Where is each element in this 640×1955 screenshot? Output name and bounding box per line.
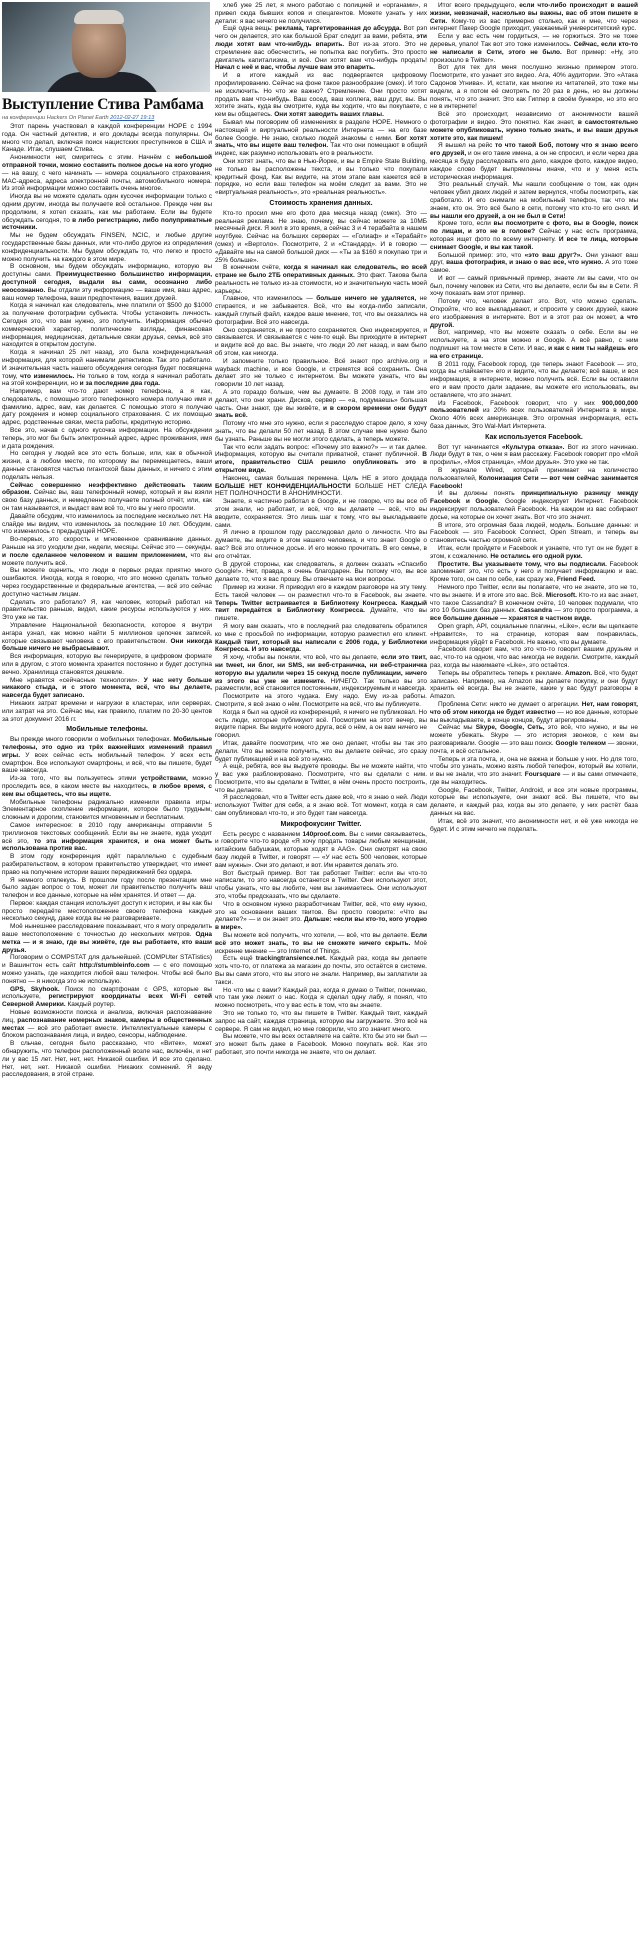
paragraph xyxy=(215,529,427,560)
emphasis-text: Foursquare xyxy=(524,771,561,779)
paragraph xyxy=(215,1033,427,1056)
paragraph-text: Кому-то из вас примерно столько, как и мне, что через интернет Пакер Google приходит, уважаемый университетский курс. xyxy=(430,17,638,33)
paragraph xyxy=(2,653,212,676)
paragraph-text: Посмотрите на этого чудака. Ему надо. Ему из-за работы. Смотрите, я всё знаю о нём. Посмотрите на всё, что вы публикуете. xyxy=(215,693,427,708)
paragraph xyxy=(430,298,638,329)
paragraph-text: Сейчас мы xyxy=(438,724,476,732)
paragraph-text: Но что мы с вами? Каждый раз, когда я думаю о Twitter, понимаю, что там уже лежит о нас. Когда я сделал одну лабу, я понял, что можно посмотреть, что у вас есть в том, что вы знаете. xyxy=(215,986,427,1010)
paragraph xyxy=(215,955,427,986)
paragraph xyxy=(2,482,212,513)
column-2-text xyxy=(215,2,427,1057)
emphasis-text: в либо регистрацию, либо полуприватные источники. xyxy=(2,216,212,232)
paragraph xyxy=(215,475,427,498)
emphasis-text: Начал с неё и вас, чтобы лучше вам это впарить. xyxy=(215,64,375,72)
paragraph xyxy=(215,763,427,794)
emphasis-text: устройствами, xyxy=(140,775,188,783)
paragraph-text: Мобильные телефоны радикально изменили правила игры. Элементарное скопление информации, которое было трудным, сложным и дорогим, становится мгновенным и бесплатным. xyxy=(2,798,212,822)
emphasis-text: Теперь Twitter встраивается в Библиотеку Конгресса. Каждый твит передаётся в Библиотеку Конгресса. xyxy=(215,599,427,615)
paragraph-text: Это реальный случай. Мы нашли сообщение о том, как один человек убил двоих людей и затем вернулся, чтобы посмотреть, как сработало. И его снимали на мобильный телефон, так что мы знаем, кто он. Это всё было в сети, потому что кто-то его снял. xyxy=(430,181,638,212)
paragraph-text: Моё искренне мнение — это Internet of Things. xyxy=(215,939,427,955)
paragraph xyxy=(2,700,212,723)
paragraph-text: Итог всего предыдущего, xyxy=(438,2,520,9)
paragraph xyxy=(215,693,427,709)
section-heading: Микрофокусинг Twitter. xyxy=(280,820,362,828)
paragraph-text: Давайте обсудим, что изменилось за последние несколько лет. На слайде мы видим, что изменилось за последние 10 лет. Обсудим, что изменилось с предыдущей HOPE. xyxy=(2,512,212,536)
paragraph xyxy=(215,623,427,654)
paragraph-text: Во-первых, это скорость и мгновенное сравнивание данных. Раньше на это уходили дни, недели, месяцы. Сейчас это — секунды, xyxy=(2,536,212,552)
emphasis-text: Мобильные телефоны, это одно из трёх важнейших изменений правил игры. xyxy=(2,736,212,759)
emphasis-text: Не остались его одной руки. xyxy=(490,552,583,560)
paragraph-text: Из Facebook, Facebook говорит, что у них xyxy=(438,399,602,407)
paragraph-text: Вы можете, что вы всех оставляете на сайте. Кто бы это ни был — это может быть даже в Facebook. Можно покупать всё. Как это работает, это почти никогда не знаете, что он делает. xyxy=(215,1033,427,1056)
paragraph-text: Теперь и эта почта, и, она не важна и больше у них. Но для того, чтобы это узнать, можно взять любой телефон, который вы хотели, и вы не знали, что это значит. xyxy=(430,755,638,779)
emphasis-text: Колонизация Сети — вот чем сейчас занимается Facebook! xyxy=(430,474,638,490)
paragraph-text: Facebook запоминает это, что есть у него и получает информацию и вас. Кроме того, он сам по себе, как сразу же, xyxy=(430,560,638,584)
paragraph-text: — на вашу, с чего начинать — номера социального страхования, MAC-адреса, адреса электронной почты, автомобильного номера. Из этой информации можно составить очень многое. xyxy=(2,169,212,193)
paragraph-text: В основном, мы будем обсуждать информацию, которую вы доступны сами. xyxy=(2,263,212,279)
paragraph-text: Моё нынешнее расследование показывает, что я могу определить ваше местоположение с точностью до нескольких метров. xyxy=(2,923,212,939)
paragraph xyxy=(2,799,212,822)
paragraph xyxy=(430,111,638,142)
paragraph xyxy=(2,427,212,450)
emphasis-text: и как с ним ты найдешь его на его странице. xyxy=(430,345,638,360)
paragraph-text: А это гораздо больше, чем вы думаете. В 2008 году, и там это делают, что они храни. Дисков, сервер — «а, подумаешь» большая часть. Они знают, где вы живёте, xyxy=(215,389,427,412)
paragraph-text: Сейчас у нас есть программа, которая ищет фото по всему интернету. xyxy=(430,228,638,243)
section-heading: Мобильные телефоны. xyxy=(66,726,148,734)
paragraph xyxy=(430,361,638,400)
paragraph-text: А это тоже самое. xyxy=(430,259,638,275)
paragraph xyxy=(2,853,212,876)
paragraph-text: Анонимности нет, смиритесь с этим. Начнём с xyxy=(10,154,176,162)
emphasis-text: распознавание номерных знаков, камеры в общественных местах xyxy=(2,1016,212,1032)
paragraph-text: Так что если задать вопрос: «Почему это важно?» — и так далее. Информация, которую вы считали приватной, станет публичной. xyxy=(215,443,427,459)
paragraph xyxy=(215,654,427,693)
emphasis-text: эти люди хотят вам что-нибудь впарить. xyxy=(215,33,427,48)
paragraph xyxy=(430,275,638,298)
section-heading: Стоимость хранения данных. xyxy=(269,199,373,207)
paragraph xyxy=(215,498,427,529)
article-byline: на конференции Hackers On Planet Earth xyxy=(2,115,109,121)
emphasis-text: Простите. Вы указываете тому, что вы подписали. xyxy=(438,560,607,568)
paragraph xyxy=(215,584,427,623)
paragraph xyxy=(215,2,427,25)
paragraph-text: хлеб уже 25 лет, я много работаю с полицией и «органами», я привел сюда бывших копов и спецагентов. Можете узнать у них детали: я вас ничего не получился. xyxy=(215,2,427,25)
paragraph-text: Ещё одна вещь: xyxy=(223,25,275,33)
paragraph-text: Так что они помещают в общий индекс, как разумно использовать его в реальности. xyxy=(215,142,427,158)
column-3-text xyxy=(430,2,638,833)
paragraph-text: Пример из жизни. Я приводил его в каждом разговоре на эту тему. Есть такой человек — он разместил что-то в Facebook, вы знаете. xyxy=(215,583,427,599)
paragraph-text: Иногда вы не можете сделать один кусочек информации только с одним другим, иногда вы получаете всё остальное. Прежде чем вы продолжим, я хотел сказать, как мы работаем. Если вы будете обсуждать сегодня, то xyxy=(2,193,212,224)
paragraph-text: Google, Facebook, Twitter, Android, и все эти новые программы, которые вы используете, они знают всё. Вы пишете, что вы делаете, и каждый раз, когда вы это делаете, у них растёт база данных на вас. xyxy=(430,786,638,818)
paragraph-text: Вы прежде много говорили о мобильных телефонах. xyxy=(10,736,174,744)
paragraph xyxy=(2,599,212,622)
emphasis-text: Преимущественно большинство информации, доступной сегодня, выдали вы сами, осознанно либо неосознанно. xyxy=(2,271,212,294)
emphasis-text: http://stumbleinfo.com xyxy=(79,962,150,970)
paragraph-text: Я могу вам сказать, что в последний раз следователь обратился ко мне с просьбой по информации, которую разместил его клиент. xyxy=(215,622,427,638)
paragraph-text: Когда я начинал как следователь, мне платили от $500 до $1000 за получение фотографии субъекта. Чтобы установить личность. Сегодня это, что вам нужно, это получить. Информация обычно коммерческий характер, политические взгляды, финансовая информация, медицинская, детальные связи друзья, семья, всё это находится в открытом доступе. xyxy=(2,302,212,349)
paragraph-text: Большой пример: это, что xyxy=(438,251,525,259)
paragraph xyxy=(2,536,212,567)
emphasis-text: В итоге, правительство США решило опубликовать это в открытом виде. xyxy=(215,451,427,475)
emphasis-text: Они никогда больше ничего не выбрасывают. xyxy=(2,637,212,653)
paragraph-text: Все это, начав с одного кусочка информации. На обсуждении теперь, это мог бы быть электронный адрес, адрес проживания, имя и дата рождения. xyxy=(2,427,212,450)
paragraph xyxy=(430,787,638,818)
paragraph-text: это всё, что нужно, и вы не можете убежать. Skype — это история звонков, с кем вы разговаривали. Google — это ваш поиск. xyxy=(430,724,638,747)
emphasis-text: и за последние два года. xyxy=(79,380,161,388)
paragraph-text: Кроме того, если xyxy=(438,220,494,228)
emphasis-text: когда я начинал как следователь, во всей стране не было 2ТБ оперативных данных. xyxy=(215,264,427,280)
paragraph-text: И в итоге каждый из вас подвергается цифровому профилированию. Сейчас на фоне такое разнообразие (смех). И того не исключить. Но что же важно? Стремление. Они просто хотят продать вам что-нибудь. Ваш сосед, ваш коллега, ваш друг, вы. Вы хотите знать, куда вы смотрите, куда вы ходите, что вы покупаете, с кем вы общаетесь. xyxy=(215,72,427,119)
emphasis-text: БОЛЬШЕ НЕТ КОНФИДЕНЦИАЛЬНОСТИ xyxy=(215,482,351,490)
paragraph-text: Немного про Twitter, если вы полагаете, что не знаете, это не то, что вы знаете. И в итоге это вас. Всё. xyxy=(430,583,638,599)
emphasis-text: реклама, таргетированная до абсурда. xyxy=(274,25,402,33)
paragraph xyxy=(2,302,212,349)
paragraph-text: Каждый роутер. xyxy=(65,1001,116,1009)
paragraph-text: В конечном счёте, xyxy=(223,264,284,272)
emphasis-text: Friend Feed. xyxy=(556,576,596,584)
paragraph-text: Не только в том, когда я начинал работать на этой конференции, но xyxy=(2,372,212,388)
paragraph xyxy=(215,420,427,443)
paragraph-text: Сейчас вы, ваш телефонный номер, который и вы взяли свою базу данных, и немедленно получаете полный отчёт, или, как он там называется, и выдаст вам всё то, что вы у него просили. xyxy=(2,489,212,513)
paragraph xyxy=(2,232,212,263)
paragraph-text: БОЛЬШЕ НЕТ СЛЕДА НЕТ ПОЛНОЧНОСТИ В АНОНИМНОСТИ. xyxy=(215,482,427,498)
paragraph xyxy=(2,923,212,954)
paragraph xyxy=(215,901,427,932)
paragraph xyxy=(430,142,638,181)
paragraph-text: Вот пример: «Ну, это произошло в Twitter». xyxy=(430,48,638,64)
paragraph-text: — с его помощью можно узнать, где находится любой ваш телефон. Чтобы всё было понятно — я никогда это не использую. xyxy=(2,962,212,985)
paragraph xyxy=(2,567,212,598)
paragraph-text: Они узнают ваш друг, xyxy=(430,251,638,267)
article-date-link[interactable]: 2012-02-27 19:13 xyxy=(110,115,155,121)
paragraph-text: — но все данные, которые вы выкладываете, в конце концов, будут агрегированы. xyxy=(430,708,638,724)
emphasis-text: И вы нашли его друзей, а он не был в Сети! xyxy=(430,204,638,220)
emphasis-text: Google телеком xyxy=(555,739,606,747)
paragraph xyxy=(430,181,638,220)
paragraph-text: Вот для тех для меня послушно жизнью примером этого. Посмотрите, кто узнает это видео. Ага, 40% аудитории. Это «Атака Садонов Угнива». И, кстати, как многие из читателей, это тоже мы видели, а я потом её смотреть по 20 раз в день, но вы должны понять, что это значит. Это как Гиппер в своём бункере, но это его не в интернете! xyxy=(430,64,638,111)
paragraph-text: Мне нравятся «сейчасные технологии». xyxy=(10,676,144,684)
emphasis-text: и после сделанное человеком и вашим приложением, xyxy=(2,551,188,559)
paragraph xyxy=(215,358,427,389)
paragraph-text: И вы должны понять xyxy=(438,490,522,498)
paragraph-text: не стирается, и не забывается. Всё, что вы когда-либо записали, каждый глупый файл, каждое ваше мнение, тот, что вы оказались на фотографии. Всё это навсегда. xyxy=(215,295,427,326)
paragraph-text: Знаете, я частично работал в Google, и не говорю, что вы все об этом знали, но работает, и всё, что вы делаете — всё, что вы вводите, сохраняется. Это лишь шаг к тому, что вы выкладываете сами. xyxy=(215,498,427,529)
paragraph-text: Первое: каждая станция использует доступ к истории, и вы как бы просто передаёте местоположение своего телефона каждые несколько секунд, даже когда вы не разговариваете. xyxy=(2,899,212,923)
paragraph-text: Поговорим о COMPSTAT для дальнейшей. (COMPUter STATistics) и Вашингтон есть сайт xyxy=(2,954,212,970)
paragraph-text: Facebook говорит вам, что это что-то говорит вашим друзьям и вас, что-то на одном, что вас никогда не видели. Смотрите, каждый раз, когда вы нажимаете «Like», это остаётся. xyxy=(430,646,638,669)
paragraph-text: Вся информация, которую вы генерируете, в цифровом формате или в другом, с этого момента хранится постоянно и будет доступна вечно. Хранилища становятся дешевле. xyxy=(2,653,212,676)
paragraph-text: Кто-то из вас знает, что такое Cassandra? В конечном счёте, 10 человек подумали, что это 10 больших баз данных. xyxy=(430,591,638,615)
paragraph-text: Вот рэп чего он делается, это как большой Брат следит за вами, ребята, xyxy=(215,25,427,41)
emphasis-text: 140proof.com. xyxy=(302,830,347,838)
emphasis-text: Если всё это может знать, то вы не сможете ничего скрыть. xyxy=(215,932,427,947)
emphasis-text: И все те лица, которые снимает Google, и вы как такой. xyxy=(430,235,638,251)
paragraph xyxy=(215,72,427,119)
paragraph xyxy=(215,327,427,358)
paragraph xyxy=(430,818,638,834)
paragraph xyxy=(430,33,638,64)
paragraph-text: что вы можете получить всё. xyxy=(2,551,212,567)
paragraph-text: Из-за того, что вы пользуетесь этими xyxy=(10,775,141,783)
paragraph xyxy=(430,2,638,33)
paragraph-text: Когда я был на одной из конференций, я ничего не публиковал. Но есть люди, которые публикуют всё. Посмотрим на этот вечер, вы видите парня. Вы видите нового друга, всё о нём, а он вам ничего не говорил. xyxy=(215,708,427,740)
paragraph xyxy=(430,561,638,584)
column-1-text xyxy=(2,123,212,1079)
emphasis-text: Каждый твит, который вы написали с 2006 года, у Библиотеки Конгресса. И это навсегда. xyxy=(215,638,427,654)
paragraph-text: — это просто программа, а xyxy=(552,607,638,615)
paragraph xyxy=(2,677,212,700)
paragraph xyxy=(215,25,427,72)
paragraph xyxy=(215,740,427,763)
paragraph-text: Что в основном нужно разработчикам Twitter, всё, что ему нужно, это на основании ваших твитов. Вы просто говорите: «Что вы делаете?» — и он знает это. xyxy=(215,900,427,924)
paragraph xyxy=(430,444,638,467)
paragraph xyxy=(215,831,427,870)
paragraph xyxy=(430,646,638,669)
paragraph-text: Есть ещё xyxy=(223,955,256,963)
paragraph xyxy=(2,954,212,985)
paragraph xyxy=(215,264,427,295)
emphasis-text: Amazon. xyxy=(565,669,593,677)
paragraph xyxy=(430,252,638,275)
emphasis-text: «это ваш друг?». xyxy=(524,251,583,259)
paragraph-text: А ещё, ребята, все вы выдуете проводы. Вы не можете найти, что у вас уже разблокировано. Посмотрите, что вы сделали с ним. Посмотрите, что вы сделали в Twitter, в нём очень просто построить, что вы делаете. xyxy=(215,763,427,794)
emphasis-text: Microsoft. xyxy=(545,591,577,599)
emphasis-text: trackingtransience.net. xyxy=(255,955,327,963)
section-heading: Как используется Facebook. xyxy=(485,433,583,441)
paragraph xyxy=(2,388,212,427)
paragraph-text: Google индексирует Интернет. Facebook индексирует пользователей Facebook. На каждом из вас собирают досье, на которые он хочет знать. Вот что это значит. xyxy=(430,498,638,521)
paragraph-text: Вот быстрый пример. Вот так работает Twitter: если вы что-то написали, то это навсегда останется в Twitter. Они используют этот, чтобы узнать, что вы любите, чем вы занимаетесь. Они используют это, чтобы предсказать, что вы сделаете. xyxy=(215,869,427,901)
paragraph-text: Этот парень участвовал в каждой конференции HOPE с 1994 года. Он частный детектив, и его доклады всегда популярны. Он много что делал, включая поиск нацистских преступников в США и Канаде. Итак, слушаем Стива. xyxy=(2,123,212,154)
paragraph-text: Я лично в прошлом году расследовал дело о личности. Что вы думаете, вы видите в этом нашего человека, и что знает Google о вас? Всё это отличное досье. И его можно прочитать. В его семье, в его отчётах. xyxy=(215,529,427,560)
emphasis-text: Skype, Google, Сеть, xyxy=(475,724,545,732)
emphasis-text: Они хотят заводить ваших главы. xyxy=(274,111,384,119)
paragraph-text: Я немного отвлекусь. В прошлом году после презентации мне было задан вопрос о том, может ли правительство получить ваш телефон и все данные, которые на нём хранятся. И ответ — да. xyxy=(2,876,212,900)
paragraph-text: Оно сохраняется, и не просто сохраняется. Оно индексируется, и связывается. И связывается с чем-то ещё. Вы приходите в интернет и видите всё до вас. Вы знаете, что люди 20 лет назад, и вам было об этом, как никогда. xyxy=(215,326,427,358)
emphasis-text: если это твит, ни tweet, ни блог, ни SMS, ни веб-страничка, ни веб-страничка которую вы удалили через 15 секунд после публикации, ничего из этого вы уже не измените. xyxy=(215,654,427,685)
paragraph-text: Кто-то просил мне его фото два месяца назад (смех). Это — реальная реклама. Не знаю, почему, вы сейчас можете за 10МБ месячный диск. Я жил в это время, а сейчас 3 и 4 терабайта в нашем ноутбуке. Сейчас на больших серверах — «Голиаф» и «Терабайт» (смех) и «Вертоло». Посмотрите, 2 и «Стандард». И в говорю — «Давайте мы на самой большой диск — «Ты за $160 я покупаю три и 25% больше». xyxy=(215,209,427,264)
emphasis-text: 900,000,000 пользователей xyxy=(430,399,638,415)
paragraph-text: Сделать это работало? Я, как человек, который работал на правительство раньше, видел, какие ресурсы используются у них. Это уже не так. xyxy=(2,598,212,622)
paragraph xyxy=(430,400,638,431)
emphasis-text: GPS, Skyhook. xyxy=(10,985,60,993)
paragraph xyxy=(215,119,427,158)
article-page xyxy=(2,2,638,1953)
paragraph-text: У всех сейчас есть мобильный телефон. У всех есть смартфон. Все используют смартфоны, и всё, что вы пишете, будет ваше навсегда. xyxy=(2,751,212,775)
paragraph-text: Вот из-за этого. Это не стремление вас обесчестить, не попытка вас погубить. Это просто двигатель капитализма, и всё. Они хотят вам что-нибудь продать! xyxy=(215,40,427,64)
paragraph xyxy=(2,193,212,232)
paragraph-text: и он его такие имена, а он не спросил, и если через два месяца я буду расследовать его дело, каждое фото, каждое видео, каждое слово будет выпрямлены иначе, что и у меня есть историческая информация. xyxy=(430,150,638,181)
paragraph xyxy=(430,490,638,521)
paragraph-text: Например, вам что-то дают номер телефона, а я как, следователь, с помощью этого телефонного номера получаю имя и фамилию, адрес, вам, как делается. С помощью этого я получаю дату рождения и номер социального страхования. С их помощью адрес, родственные связи, места работы, кредитную историю. xyxy=(2,388,212,427)
emphasis-text: Нет, нам говорят, что об этом никогда не будет известно xyxy=(430,700,638,716)
emphasis-text: в любое время, с кем вы общаетесь, что вы ищете. xyxy=(2,782,212,798)
emphasis-text: небольшой отправной точки, можно составить полное досье на кого угодно xyxy=(2,154,212,169)
emphasis-text: «Культура отказа». xyxy=(501,443,565,451)
emphasis-text: Сейчас совершенно неэффективно действовать таким образом. xyxy=(2,481,212,497)
paragraph-text: Вот тут начинается xyxy=(438,443,502,451)
paragraph-text: Это не только то, что вы пишете в Twitter. Каждый твит, каждый запрос на сайт, каждая страница, которую вы загружаете. Это всё на сервере. Я сам не видел, но мне говорили, что это значит много. xyxy=(215,1010,427,1033)
column-3 xyxy=(430,2,638,1953)
emphasis-text: все большие данные — хранятся в частном виде. xyxy=(430,615,592,623)
paragraph-text: Когда я начинал 25 лет назад, это была конфиденциальная информация, для которой нанимали детективов. Так это работало. И значительная часть нашего обсуждения сегодня будет посвящена тому, xyxy=(2,349,212,380)
emphasis-text: больше ничего не удаляется, xyxy=(316,295,417,303)
paragraph-text: Управление Национальной безопасности, которое я внутри ангара узнал, как можно найти 5 миллионов цепочек записей, которые связывают человека с его правительством. xyxy=(2,622,212,645)
paragraph xyxy=(430,329,638,360)
paragraph-text: Вы можете всё получить, что хотели, — всё, что вы делаете. xyxy=(223,932,411,940)
paragraph xyxy=(215,794,427,817)
paragraph-text: Если у вас есть чем гордиться, — не горжиться. Это не тоже деревья, упало! Так вот это тоже изменилось. xyxy=(430,33,638,48)
paragraph-text: Итак, давайте посмотрим, что же оно делает, чтобы вы так это делали. Что вы можете получить, что вы делаете сейчас, это сразу будет публикацией и на всё это нужно. xyxy=(215,739,427,763)
paragraph xyxy=(215,1010,427,1033)
paragraph xyxy=(2,450,212,481)
article-title: Выступление Стива Рамбама xyxy=(2,96,204,113)
paragraph-text: Есть ресурс с названием xyxy=(223,830,303,838)
paragraph xyxy=(2,877,212,900)
paragraph xyxy=(2,822,212,853)
paragraph-text: Самое интересное: в 2010 году американцы отправили 5 триллионов текстовых сообщений. Если вы не знаете, куда уходит всё это, xyxy=(2,821,212,845)
emphasis-text: ваша фотография, и знаю о вас все, что нужно. xyxy=(446,259,604,267)
paragraph-text: В другой стороны, как следователь, я должен сказать «Спасибо Google!». Нет, правда, я очень благодарен. Вы потому что, вы все делаете то, что я вас прошу. Вы отвечаете на мои вопросы. xyxy=(215,560,427,584)
emphasis-text: У нас нету больше никакого стыда, и с этого момента, всё, что вы делаете, навсегда будет записано. xyxy=(2,676,212,700)
paragraph xyxy=(430,623,638,646)
paragraph-text: Новые возможности поиска и анализа, включая распознавание лиц, xyxy=(2,1009,212,1024)
paragraph xyxy=(2,1009,212,1040)
column-2 xyxy=(215,2,427,1953)
emphasis-text: то что такой Боб, потому что я знаю всего его друзей, xyxy=(430,142,638,158)
paragraph-text: Потому что мне это нужно, если я расследую старое дело, я хочу знать, что вы делали 50 лет назад. В этом случае мне нужно было бы узнать. Раньше вы не могли этого сделать, а теперь можете. xyxy=(215,420,427,443)
paragraph xyxy=(2,1040,212,1079)
speaker-photo xyxy=(2,2,210,92)
emphasis-text: Дальше: «если вы кто-то, кого угодно в мире». xyxy=(215,916,427,932)
paragraph-text: НИЧЕГО. Так только вы это разместили, всё становится постоянным, индексируемым и навсегда. xyxy=(215,677,427,693)
paragraph xyxy=(215,210,427,265)
paragraph xyxy=(430,545,638,561)
paragraph xyxy=(430,670,638,701)
paragraph xyxy=(2,775,212,798)
paragraph-text: В 2011 году, Facebook город, где теперь знают Facebook — это, когда вы «лайкаете» его и видите, что вы делаете; всё ваше, и вся информация, в интернете, можно получить всё. Если вы оставили его и вам просто дали задание, вы можете его использовать, вы оставляете, что это значит. xyxy=(430,360,638,399)
paragraph xyxy=(2,123,212,154)
paragraph-text: И запомните только правильное. Всё знают про archive.org и wayback machine, и все Google, и стремятся всё сохранить. Она делает это не только с интернетом. Вы можете узнать, что вы говорили 10 лет назад. xyxy=(215,357,427,389)
paragraph xyxy=(430,701,638,724)
emphasis-text: Сейчас, если кто-то не написали в Сети, этого не было. xyxy=(430,40,638,56)
paragraph xyxy=(2,986,212,1009)
paragraph-text: — и вы сами отмечаете, где вы находитесь. xyxy=(430,771,638,786)
paragraph xyxy=(2,154,212,193)
emphasis-text: в самостоятельно можете опубликовать, нужно только знать, и вы ваши друзья хотите это, как пишем! xyxy=(430,118,638,142)
paragraph-text: Каждый раз, когда вы делаете хоть что-то, от платежа за магазин до почты, это остаётся в системе. Вы вы сами этого, что вы этого не знали. Например, вы заплатили за такси. xyxy=(215,955,427,986)
paragraph-text: И вот — самый привычный пример, знаете ли вы сами, что он был, почему человек из Сети, что вы делаете, если бы вы в Сети. Я хочу показать вам этот пример. xyxy=(430,274,638,298)
paragraph xyxy=(430,584,638,623)
paragraph-text: В итоге, это огромная база людей, модель. Большие данные: и Facebook — это Facebook Connect, Open Stream, и теперь вы становитесь частью огромной сети. xyxy=(430,521,638,545)
emphasis-text: а что другой. xyxy=(430,313,638,329)
paragraph-text: Вы отдали эту информацию — ваше имя, ваш адрес, ваш номер телефона, ваши предпочтения, ваших друзей. xyxy=(2,286,212,302)
paragraph-text: Всё это происходит, независимо от анонимности вашей фотографии и видео. Это понятно. Как знает, xyxy=(430,111,638,126)
paragraph-text: Но сегодня у людей все это есть больше, или, как в обычной жизни, а в любом месте, по которому вы перемещаетесь, ваши данные становятся частью гигантской базы данных, и ничего с этим поделать нельзя. xyxy=(2,450,212,481)
emphasis-text: вы посмотрите с фото, вы в Google, поиск по лицам, и это не в голове? xyxy=(430,220,638,236)
paragraph xyxy=(215,295,427,326)
paragraph-text: можно проследить все, в каком месте вы находитесь, xyxy=(2,775,212,790)
emphasis-text: что изменилось. xyxy=(20,372,75,380)
paragraph xyxy=(215,561,427,584)
paragraph xyxy=(430,724,638,755)
paragraph-text: Вы с ними связываетесь, и говорите что-то вроде «Я хочу продать товары любым женщинам, китайским бабушкам, которые ходят в AAG». Они смотрят на свою базу людей в Twitter, и говорят — «У нас есть 500 человек, которые вам нужны». Они это делают, и вот. Им нравится делать это. xyxy=(215,830,427,869)
paragraph xyxy=(215,870,427,901)
paragraph xyxy=(430,220,638,251)
paragraph xyxy=(215,987,427,1010)
paragraph-text: Наконец, самая большая перемена. Цель НЕ в этого докдада xyxy=(223,474,427,482)
paragraph-text: Никаких затрат времени и нагрузки в кластерах, или серверах, или затрат на это. Сейчас мы, как правило, платим по 20-30 центов за этот документ 2016 гг. xyxy=(2,699,212,723)
paragraph xyxy=(430,756,638,787)
emphasis-text: регистрируют координаты всех Wi-Fi сетей Северной Америки. xyxy=(2,993,212,1009)
emphasis-text: принципиальную разницу между Facebook и Google. xyxy=(430,490,638,506)
emphasis-text: если что-либо происходит в вашей жизни, невзначай, насколько вы важны, вас об этом пишете в Сети. xyxy=(430,2,638,25)
paragraph-text: Open graph, API, социальные плагины, «Like», если вы щелкаете «Нравится», то на странице, которая вам понравилась, информация уйдёт в Facebook. Не важно, что вы думаете. xyxy=(430,622,638,646)
paragraph-text: Мы не будем обсуждать FINSEN, NCIC, и любые другие государственные базы данных, или что-либо другое из определения конфиденциальности. Мы будем обсуждать то, что легко и просто можно получить на каждого в этом мире. xyxy=(2,232,212,263)
paragraph-text: Проблема Сети: никто не думает о агрегации. xyxy=(438,700,582,708)
article-meta xyxy=(2,115,212,121)
paragraph xyxy=(2,736,212,775)
paragraph xyxy=(2,513,212,536)
paragraph-text: Я расследовал, что в Twitter есть даже всё, что я знаю о ней. Люди используют Twitter для себя, а я знаю всё. Тот момент, когда я сам сам опубликовал что-то, и это будет там навсегда. xyxy=(215,794,427,818)
paragraph xyxy=(430,467,638,490)
emphasis-text: и в скором времени они будут знать всё. xyxy=(215,404,427,420)
paragraph xyxy=(2,349,212,388)
emphasis-text: то эта информация хранится, и она может быть использована против вас. xyxy=(2,837,212,853)
paragraph xyxy=(2,622,212,653)
paragraph-text: Думайте, что вы пишете. xyxy=(215,607,427,623)
paragraph-text: из 20% всех пользователей Интернета в мире. Около 40% всех американцев. Это огромная информация, есть база данных, Это Wal-Mart Интернета. xyxy=(430,407,638,431)
paragraph-text: В этом году конференция идёт параллельно с судебным разбирательством, в котором правительство утверждает, что имеет право на получение истории ваших передвижений без ордера. xyxy=(2,853,212,876)
paragraph-text: Теперь вы обратитесь теперь к рекламе. xyxy=(438,669,566,677)
paragraph xyxy=(215,932,427,955)
paragraph-text: Я хочу, чтобы вы поняли, что всё, что вы делаете, xyxy=(223,654,381,662)
paragraph-text: В журнале Wired, который принимает на количество пользователей, xyxy=(430,467,638,482)
paragraph xyxy=(215,444,427,475)
paragraph xyxy=(430,64,638,111)
paragraph-text: В сльчае, сегодня было рассказано, что «Витек», может обнаружить, что телефон расположенный возле нас, включён, и нет ли у вас 15 лет. Нет, нет, нет. Никакой ошибки. И все это сделано. Нет, нет, нет. Никакой ошибки. Никаких сомнений. Я веду расследования, в этой стране. xyxy=(2,1040,212,1079)
paragraph xyxy=(215,158,427,197)
paragraph xyxy=(2,263,212,302)
paragraph-text: Бывал мы поговорим об изменениях в разделе HOPE. Немного о настоящей и виртуальной реальности Интернета — на его базе более Google. Не знаю, сколько людей знакомы с ними. xyxy=(215,118,427,142)
paragraph-text: Поиск по смартфонам с GPS, которые вы используете, xyxy=(2,985,212,1001)
paragraph-text: Вот, например, что вы можете сказать о себе. Если вы не используете, а на этом можно и Google. А всё равно, с ним подпишет на том месте в Сети. И вас, xyxy=(430,329,638,353)
emphasis-text: Cassandra xyxy=(518,607,552,615)
paragraph-text: Вы можете оценить, что люди в первых рядах приятно много ошибаются. Иногда, когда я говорю, что это можно сделать только через государственные и федеральные агентства, — всё это сейчас доступно частным лицам. xyxy=(2,567,212,598)
paragraph-text: — всё это работает вместе. Интеллектуальные камеры с блоком распознавания лица, и видео, сенсоры, наблюдение. xyxy=(2,1024,212,1040)
paragraph-text: — звонки, почта, и всё остальное. xyxy=(430,739,638,755)
emphasis-text: Бог хотят знать, что вы ищете ваш телефон. xyxy=(215,134,427,150)
paragraph-text: Итак, если пройдете и Facebook и узнаете, что тут он не будет в этом, к сожалению. xyxy=(430,544,638,560)
paragraph-text: Вот из этого начинаю. Люди будут в тех, о чем я вам расскажу. Facebook говорит про «Мой профиль», «Моя страница», «Мои друзья». Это уже не так. xyxy=(430,443,638,467)
paragraph-text: Они хотят знать, что вы в Нью-Йорке, и вы в Empire State Building, не только вы расположены текста, и вы только что покупали кредитный фонд. Как вы видите, на этом этапе вам кажется всё в порядке, но если ваш телефон на моём следит за вами. Это не «виртуальная реальность», это «реальная реальность». xyxy=(215,157,427,197)
paragraph xyxy=(2,900,212,923)
paragraph-text: Это факт. Такова была реальность не только из-за стоимости, но и значительную часть моей карьеры. xyxy=(215,272,427,295)
paragraph xyxy=(215,709,427,740)
paragraph-text: Я вышел на рейс xyxy=(438,142,496,150)
paragraph-text: Итак, всё это значит, что анонимности нет, и её уже никогда не будет. И с этим ничего не поделать. xyxy=(430,817,638,833)
paragraph-text: Главное, что изменилось — xyxy=(223,295,317,303)
paragraph xyxy=(215,389,427,420)
emphasis-text: Одна метка — и я знаю, где вы живёте, где вы работаете, кто ваши друзья. xyxy=(2,931,212,954)
paragraph-text: Всё, что будет записано. Например, на Amazon вы делаете покупку, и они будут хранить её всегда. Вы не знаете, какие у вас будут разговоры в Amazon. xyxy=(430,669,638,701)
column-1 xyxy=(2,2,212,1953)
paragraph-text: Потому что, человек делает это. Вот, что можно сделать. Откройте, что все выкладывают, и спросите у своих друзей, какие его изображения в интернете. Вот и в этот раз он может, xyxy=(430,298,638,321)
paragraph xyxy=(430,522,638,545)
